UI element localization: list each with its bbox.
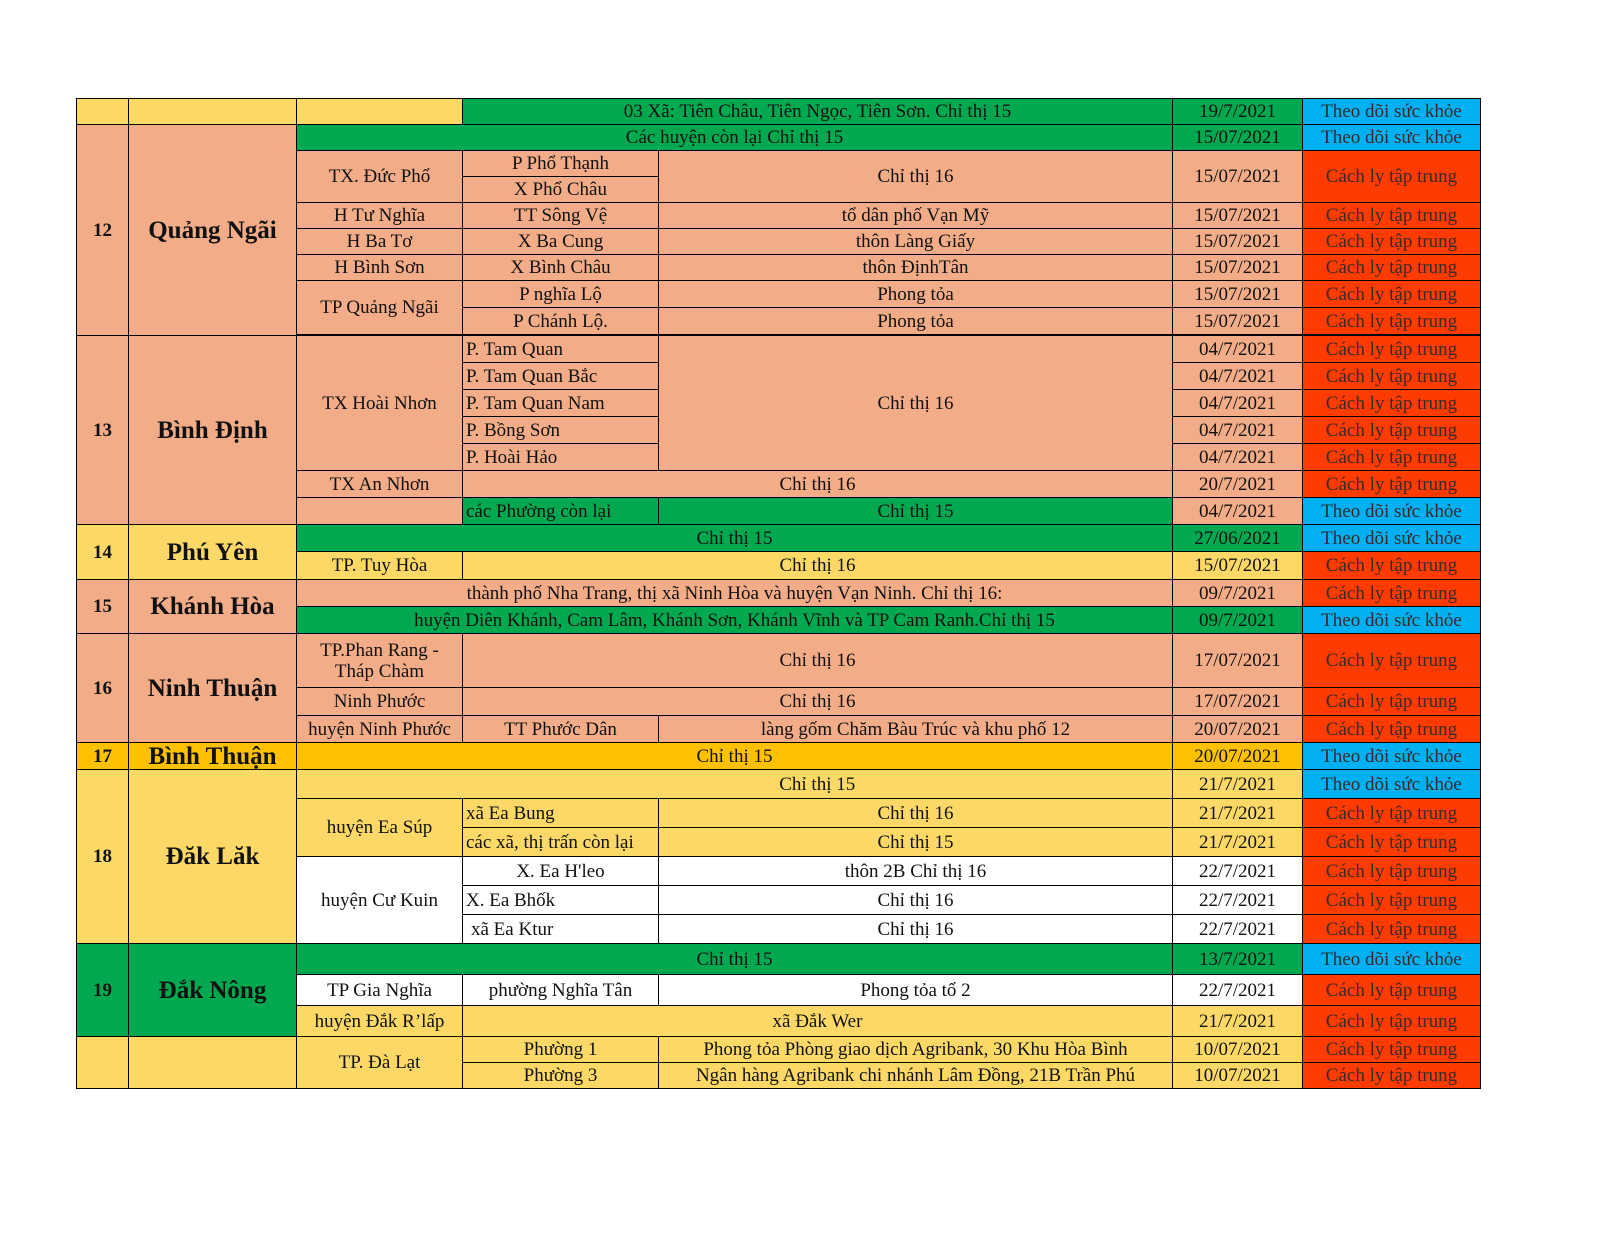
ward-cell: TT Sông Vệ xyxy=(463,203,659,229)
ward-cell: TT Phước Dân xyxy=(463,716,659,743)
detail-cell: Chỉ thị 15 xyxy=(659,498,1173,525)
area-cell: thành phố Nha Trang, thị xã Ninh Hòa và huyện Vạn Ninh. Chỉ thị 16: xyxy=(297,580,1173,607)
detail-cell: Chỉ thị 16 xyxy=(659,336,1173,471)
status-cell: Cách ly tập trung xyxy=(1303,688,1481,716)
detail-cell: Chỉ thị 16 xyxy=(659,151,1173,203)
detail-cell: Chỉ thị 16 xyxy=(659,915,1173,944)
province-cell xyxy=(129,99,297,125)
area-cell: Chỉ thị 15 xyxy=(463,770,1173,799)
province-name: Đăk Lăk xyxy=(129,770,297,944)
date-cell: 20/07/2021 xyxy=(1173,716,1303,743)
date-cell: 04/7/2021 xyxy=(1173,363,1303,390)
date-cell: 09/7/2021 xyxy=(1173,580,1303,607)
status-cell: Cách ly tập trung xyxy=(1303,634,1481,688)
province-name: Đắk Nông xyxy=(129,944,297,1037)
table-row xyxy=(77,336,1481,363)
ward-cell: các xã, thị trấn còn lại xyxy=(463,828,659,857)
district-cell: Ninh Phước xyxy=(297,688,463,716)
table-row xyxy=(77,1037,1481,1063)
province-number: 13 xyxy=(77,336,129,525)
date-cell: 10/07/2021 xyxy=(1173,1063,1303,1089)
status-cell: Cách ly tập trung xyxy=(1303,363,1481,390)
ward-cell: X. Ea H'leo xyxy=(463,857,659,886)
date-cell: 15/07/2021 xyxy=(1173,203,1303,229)
status-cell: Theo dõi sức khỏe xyxy=(1303,743,1481,770)
ward-cell: P. Tam Quan Bắc xyxy=(463,363,659,390)
province-cell xyxy=(129,1037,297,1089)
status-cell: Cách ly tập trung xyxy=(1303,417,1481,444)
detail-cell: Phong tỏa xyxy=(659,308,1173,335)
date-cell: 17/07/2021 xyxy=(1173,688,1303,716)
area-cell: 03 Xã: Tiên Châu, Tiên Ngọc, Tiên Sơn. Chỉ thị 15 xyxy=(463,99,1173,125)
ward-cell: Phường 3 xyxy=(463,1063,659,1089)
status-cell: Cách ly tập trung xyxy=(1303,580,1481,607)
quarantine-table-page xyxy=(76,98,1481,1089)
district-cell: huyện Cư Kuin xyxy=(297,857,463,944)
date-cell: 04/7/2021 xyxy=(1173,390,1303,417)
date-cell: 21/7/2021 xyxy=(1173,828,1303,857)
ward-cell: phường Nghĩa Tân xyxy=(463,975,659,1006)
table-row xyxy=(77,944,1481,975)
table-row xyxy=(77,770,1481,799)
num-cell xyxy=(77,99,129,125)
area-cell: huyện Diên Khánh, Cam Lâm, Khánh Sơn, Khánh Vĩnh và TP Cam Ranh.Chỉ thị 15 xyxy=(297,607,1173,634)
date-cell: 15/07/2021 xyxy=(1173,255,1303,281)
status-cell: Cách ly tập trung xyxy=(1303,552,1481,580)
district-cell: TX. Đức Phổ xyxy=(297,151,463,203)
province-name: Ninh Thuận xyxy=(129,634,297,743)
province-number: 17 xyxy=(77,743,129,770)
district-cell xyxy=(297,498,463,525)
status-cell: Cách ly tập trung xyxy=(1303,857,1481,886)
ward-cell: X Ba Cung xyxy=(463,229,659,255)
ward-cell: P Phổ Thạnh xyxy=(463,151,659,177)
district-cell xyxy=(297,99,463,125)
district-cell xyxy=(297,770,463,799)
date-cell: 20/7/2021 xyxy=(1173,471,1303,498)
status-cell: Theo dõi sức khỏe xyxy=(1303,770,1481,799)
status-cell: Cách ly tập trung xyxy=(1303,1063,1481,1089)
date-cell: 21/7/2021 xyxy=(1173,1006,1303,1037)
date-cell: 15/07/2021 xyxy=(1173,125,1303,151)
quarantine-table xyxy=(76,98,1481,1089)
province-number: 14 xyxy=(77,525,129,580)
date-cell: 04/7/2021 xyxy=(1173,498,1303,525)
district-cell: H Ba Tơ xyxy=(297,229,463,255)
detail-cell: thôn Làng Giấy xyxy=(659,229,1173,255)
date-cell: 04/7/2021 xyxy=(1173,444,1303,471)
province-name: Quảng Ngãi xyxy=(129,125,297,336)
date-cell: 27/06/2021 xyxy=(1173,525,1303,552)
table-row xyxy=(77,743,1481,770)
table-row xyxy=(77,580,1481,607)
province-number: 15 xyxy=(77,580,129,634)
detail-cell: Chỉ thị 16 xyxy=(463,688,1173,716)
province-name: Bình Định xyxy=(129,336,297,525)
date-cell: 17/07/2021 xyxy=(1173,634,1303,688)
detail-cell: Phong tỏa xyxy=(659,281,1173,308)
province-name: Khánh Hòa xyxy=(129,580,297,634)
status-cell: Theo dõi sức khỏe xyxy=(1303,99,1481,125)
ward-cell: xã Ea Bung xyxy=(463,799,659,828)
status-cell: Cách ly tập trung xyxy=(1303,336,1481,363)
status-cell: Theo dõi sức khỏe xyxy=(1303,498,1481,525)
date-cell: 15/07/2021 xyxy=(1173,552,1303,580)
detail-cell: Phong tỏa tổ 2 xyxy=(659,975,1173,1006)
status-cell: Cách ly tập trung xyxy=(1303,1037,1481,1063)
date-cell: 15/07/2021 xyxy=(1173,229,1303,255)
detail-cell: Phong tỏa Phòng giao dịch Agribank, 30 Khu Hòa Bình xyxy=(659,1037,1173,1063)
date-cell: 22/7/2021 xyxy=(1173,975,1303,1006)
area-cell: xã Đắk Wer xyxy=(463,1006,1173,1037)
status-cell: Theo dõi sức khỏe xyxy=(1303,525,1481,552)
status-cell: Cách ly tập trung xyxy=(1303,716,1481,743)
status-cell: Cách ly tập trung xyxy=(1303,255,1481,281)
date-cell: 20/07/2021 xyxy=(1173,743,1303,770)
district-cell: TX An Nhơn xyxy=(297,471,463,498)
status-cell: Cách ly tập trung xyxy=(1303,229,1481,255)
ward-cell: P. Hoài Hảo xyxy=(463,444,659,471)
date-cell: 19/7/2021 xyxy=(1173,99,1303,125)
status-cell: Cách ly tập trung xyxy=(1303,203,1481,229)
date-cell: 04/7/2021 xyxy=(1173,336,1303,363)
detail-cell: thôn ĐịnhTân xyxy=(659,255,1173,281)
date-cell: 22/7/2021 xyxy=(1173,857,1303,886)
table-row xyxy=(77,99,1481,125)
detail-cell: Chỉ thị 16 xyxy=(659,799,1173,828)
status-cell: Theo dõi sức khỏe xyxy=(1303,607,1481,634)
area-cell: Chỉ thị 15 xyxy=(297,743,1173,770)
area-cell: Chỉ thị 15 xyxy=(297,944,1173,975)
date-cell: 22/7/2021 xyxy=(1173,886,1303,915)
ward-cell: P Chánh Lộ. xyxy=(463,308,659,335)
status-cell: Cách ly tập trung xyxy=(1303,886,1481,915)
date-cell: 22/7/2021 xyxy=(1173,915,1303,944)
status-cell: Theo dõi sức khỏe xyxy=(1303,125,1481,151)
date-cell: 15/07/2021 xyxy=(1173,151,1303,203)
detail-cell: Chỉ thị 16 xyxy=(463,552,1173,580)
province-name: Phú Yên xyxy=(129,525,297,580)
ward-cell: P. Tam Quan Nam xyxy=(463,390,659,417)
province-number: 18 xyxy=(77,770,129,944)
district-cell: H Tư Nghĩa xyxy=(297,203,463,229)
status-cell: Cách ly tập trung xyxy=(1303,799,1481,828)
detail-cell: Chỉ thị 16 xyxy=(463,634,1173,688)
status-cell: Cách ly tập trung xyxy=(1303,975,1481,1006)
district-cell: TP Quảng Ngãi xyxy=(297,281,463,335)
ward-cell: xã Ea Ktur xyxy=(463,915,659,944)
ward-cell: X Phổ Châu xyxy=(463,177,659,203)
table-row xyxy=(77,525,1481,552)
detail-cell: Ngân hàng Agribank chi nhánh Lâm Đồng, 21B Trần Phú xyxy=(659,1063,1173,1089)
district-cell: huyện Đắk R’lấp xyxy=(297,1006,463,1037)
table-row xyxy=(77,634,1481,688)
status-cell: Cách ly tập trung xyxy=(1303,390,1481,417)
district-cell: huyện Ea Súp xyxy=(297,799,463,857)
ward-cell: X. Ea Bhốk xyxy=(463,886,659,915)
detail-cell: thôn 2B Chỉ thị 16 xyxy=(659,857,1173,886)
district-cell: H Bình Sơn xyxy=(297,255,463,281)
ward-cell: X Bình Châu xyxy=(463,255,659,281)
ward-cell: Phường 1 xyxy=(463,1037,659,1063)
status-cell: Cách ly tập trung xyxy=(1303,444,1481,471)
date-cell: 15/07/2021 xyxy=(1173,281,1303,308)
ward-cell: P nghĩa Lộ xyxy=(463,281,659,308)
ward-cell: P. Tam Quan xyxy=(463,336,659,363)
detail-cell: Chỉ thị 16 xyxy=(659,886,1173,915)
status-cell: Cách ly tập trung xyxy=(1303,308,1481,335)
status-cell: Cách ly tập trung xyxy=(1303,151,1481,203)
ward-cell: các Phường còn lại xyxy=(463,498,659,525)
detail-cell: Chỉ thị 15 xyxy=(659,828,1173,857)
province-number: 12 xyxy=(77,125,129,336)
area-cell: Các huyện còn lại Chỉ thị 15 xyxy=(297,125,1173,151)
detail-cell: Chỉ thị 16 xyxy=(463,471,1173,498)
status-cell: Cách ly tập trung xyxy=(1303,1006,1481,1037)
district-cell: TX Hoài Nhơn xyxy=(297,336,463,471)
date-cell: 04/7/2021 xyxy=(1173,417,1303,444)
date-cell: 21/7/2021 xyxy=(1173,770,1303,799)
district-cell: TP Gia Nghĩa xyxy=(297,975,463,1006)
province-name: Bình Thuận xyxy=(129,743,297,770)
date-cell: 21/7/2021 xyxy=(1173,799,1303,828)
date-cell: 10/07/2021 xyxy=(1173,1037,1303,1063)
province-number: 16 xyxy=(77,634,129,743)
status-cell: Cách ly tập trung xyxy=(1303,471,1481,498)
district-cell: huyện Ninh Phước xyxy=(297,716,463,743)
district-cell: TP. Tuy Hòa xyxy=(297,552,463,580)
table-row xyxy=(77,125,1481,151)
district-cell: TP. Đà Lạt xyxy=(297,1037,463,1089)
status-cell: Cách ly tập trung xyxy=(1303,281,1481,308)
ward-cell: P. Bồng Sơn xyxy=(463,417,659,444)
date-cell: 13/7/2021 xyxy=(1173,944,1303,975)
district-cell: TP.Phan Rang - Tháp Chàm xyxy=(297,634,463,688)
area-cell: Chỉ thị 15 xyxy=(297,525,1173,552)
detail-cell: tổ dân phố Vạn Mỹ xyxy=(659,203,1173,229)
status-cell: Cách ly tập trung xyxy=(1303,915,1481,944)
status-cell: Theo dõi sức khỏe xyxy=(1303,944,1481,975)
status-cell: Cách ly tập trung xyxy=(1303,828,1481,857)
date-cell: 09/7/2021 xyxy=(1173,607,1303,634)
date-cell: 15/07/2021 xyxy=(1173,308,1303,335)
province-number: 19 xyxy=(77,944,129,1037)
num-cell xyxy=(77,1037,129,1089)
detail-cell: làng gốm Chăm Bàu Trúc và khu phố 12 xyxy=(659,716,1173,743)
